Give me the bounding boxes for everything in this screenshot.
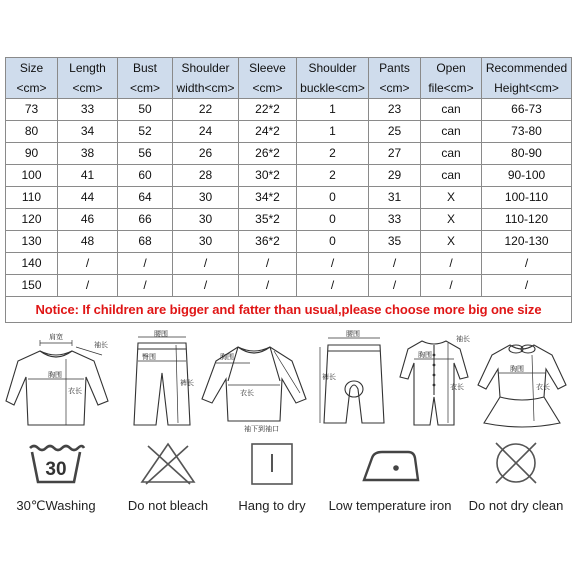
table-cell: 0 <box>297 187 369 209</box>
header-recommended-height <box>482 58 572 99</box>
care-item-low-iron <box>328 440 452 520</box>
pants-sketch <box>128 330 198 433</box>
header-size <box>6 58 58 99</box>
long-sleeve-top-sketch <box>6 333 114 433</box>
crotch-pants-sketch <box>318 330 392 433</box>
label-bust: 胸围 <box>48 371 62 379</box>
table-cell: 34*2 <box>239 187 297 209</box>
label-pants-length: 裤长 <box>322 373 336 381</box>
table-cell: 35*2 <box>239 209 297 231</box>
table-cell: 130 <box>6 231 58 253</box>
table-cell: 68 <box>118 231 173 253</box>
header-unit: buckle<cm> <box>300 81 365 95</box>
label-bust: 胸围 <box>510 365 524 373</box>
table-cell: 27 <box>369 143 421 165</box>
table-row <box>6 231 572 253</box>
table-row <box>6 275 572 297</box>
notice-row <box>6 297 572 323</box>
table-cell: / <box>118 253 173 275</box>
table-cell: / <box>173 275 239 297</box>
table-cell: 41 <box>58 165 118 187</box>
label-waist: 腰围 <box>154 330 168 338</box>
table-cell: X <box>421 209 482 231</box>
table-cell: 100-110 <box>482 187 572 209</box>
header-bust <box>118 58 173 99</box>
header-unit: <cm> <box>252 81 283 95</box>
header-line: Shoulder <box>308 61 357 75</box>
table-cell: 22*2 <box>239 99 297 121</box>
table-cell: 50 <box>118 99 173 121</box>
table-cell: can <box>421 165 482 187</box>
table-cell: can <box>421 143 482 165</box>
table-cell: 33 <box>369 209 421 231</box>
table-cell: can <box>421 121 482 143</box>
table-cell: 110-120 <box>482 209 572 231</box>
table-cell: 73-80 <box>482 121 572 143</box>
table-cell: 52 <box>118 121 173 143</box>
low-iron-icon <box>360 440 420 486</box>
table-cell: 34 <box>58 121 118 143</box>
table-cell: 30 <box>173 209 239 231</box>
table-cell: 33 <box>58 99 118 121</box>
size-chart-table <box>5 57 572 323</box>
care-label-no-dry-clean: Do not dry clean <box>468 498 564 513</box>
table-row <box>6 209 572 231</box>
table-cell: can <box>421 99 482 121</box>
label-hip: 臀围 <box>142 353 156 361</box>
table-header-row <box>6 58 572 99</box>
label-length: 衣长 <box>450 383 464 391</box>
header-unit: width<cm> <box>176 81 235 95</box>
table-cell: 29 <box>369 165 421 187</box>
table-cell: 30 <box>173 231 239 253</box>
table-cell: / <box>118 275 173 297</box>
header-line: Pants <box>379 61 410 75</box>
table-cell: 46 <box>58 209 118 231</box>
table-cell: 80-90 <box>482 143 572 165</box>
table-cell: / <box>421 275 482 297</box>
table-cell: 38 <box>58 143 118 165</box>
table-cell: 30*2 <box>239 165 297 187</box>
care-label-wash: 30℃Washing <box>16 498 96 513</box>
table-cell: 140 <box>6 253 58 275</box>
label-shoulder-width: 肩宽 <box>49 333 63 341</box>
table-cell: / <box>421 253 482 275</box>
table-cell: / <box>173 253 239 275</box>
table-cell: 110 <box>6 187 58 209</box>
care-label-no-bleach: Do not bleach <box>127 498 209 513</box>
table-row <box>6 165 572 187</box>
garment-measurement-sketches <box>0 330 577 433</box>
label-bust: 胸围 <box>418 351 432 359</box>
raglan-top-sketch <box>200 333 310 433</box>
hang-dry-icon <box>242 440 302 486</box>
dress-sketch <box>472 333 572 433</box>
table-cell: / <box>297 253 369 275</box>
header-sleeve <box>239 58 297 99</box>
table-cell: / <box>369 253 421 275</box>
table-cell: 48 <box>58 231 118 253</box>
table-cell: 26 <box>173 143 239 165</box>
care-label-hang-dry: Hang to dry <box>238 498 306 513</box>
table-cell: 35 <box>369 231 421 253</box>
table-cell: 2 <box>297 165 369 187</box>
table-cell: 25 <box>369 121 421 143</box>
label-pants-length: 裤长 <box>180 379 194 387</box>
header-unit: <cm> <box>129 81 160 95</box>
table-cell: / <box>297 275 369 297</box>
table-cell: 73 <box>6 99 58 121</box>
care-label-low-iron: Low temperature iron <box>328 498 452 513</box>
table-cell: / <box>482 253 572 275</box>
table-cell: 30 <box>173 187 239 209</box>
label-length: 衣长 <box>536 383 550 391</box>
header-line: Shoulder <box>181 61 230 75</box>
table-cell: / <box>239 253 297 275</box>
label-sleeve: 袖长 <box>456 335 470 343</box>
table-cell: 90-100 <box>482 165 572 187</box>
table-cell: 28 <box>173 165 239 187</box>
header-line: Recommended <box>485 61 568 75</box>
header-unit: file<cm> <box>428 81 474 95</box>
label-waist: 腰围 <box>346 330 360 338</box>
label-cuff: 袖下到袖口 <box>244 425 279 433</box>
table-cell: / <box>482 275 572 297</box>
header-shoulder-buckle <box>297 58 369 99</box>
table-cell: 100 <box>6 165 58 187</box>
size-notice: Notice: If children are bigger and fatter than usual,please choose more big one size <box>6 297 572 323</box>
no-bleach-icon <box>138 440 198 486</box>
label-sleeve: 袖长 <box>94 341 108 349</box>
header-shoulder-width <box>173 58 239 99</box>
table-cell: 36*2 <box>239 231 297 253</box>
table-cell: 66-73 <box>482 99 572 121</box>
table-cell: X <box>421 187 482 209</box>
table-row <box>6 143 572 165</box>
table-cell: 56 <box>118 143 173 165</box>
table-cell: X <box>421 231 482 253</box>
table-cell: / <box>369 275 421 297</box>
header-line: Sleeve <box>249 61 286 75</box>
size-table-body <box>6 99 572 297</box>
label-bust: 胸围 <box>220 353 234 361</box>
table-cell: / <box>239 275 297 297</box>
table-cell: 2 <box>297 143 369 165</box>
care-item-no-dry-clean <box>466 440 566 520</box>
table-row <box>6 121 572 143</box>
header-line: Bust <box>132 61 157 75</box>
table-cell: 120-130 <box>482 231 572 253</box>
table-cell: 24 <box>173 121 239 143</box>
header-unit: <cm> <box>379 81 410 95</box>
header-unit: <cm> <box>72 81 103 95</box>
wash-temperature: 30 <box>45 459 67 480</box>
label-length: 衣长 <box>240 389 254 397</box>
wash-30-icon <box>26 440 86 486</box>
header-line: Open <box>436 61 466 75</box>
table-row <box>6 99 572 121</box>
care-item-hang-dry <box>222 440 322 520</box>
label-length: 衣长 <box>68 387 82 395</box>
table-cell: 0 <box>297 209 369 231</box>
care-item-wash <box>6 440 106 520</box>
table-cell: 26*2 <box>239 143 297 165</box>
table-cell: / <box>58 253 118 275</box>
table-cell: 120 <box>6 209 58 231</box>
table-cell: 80 <box>6 121 58 143</box>
table-cell: 22 <box>173 99 239 121</box>
table-cell: 31 <box>369 187 421 209</box>
header-line: Size <box>19 61 44 75</box>
table-cell: 24*2 <box>239 121 297 143</box>
table-cell: 0 <box>297 231 369 253</box>
table-cell: 60 <box>118 165 173 187</box>
table-cell: 64 <box>118 187 173 209</box>
table-cell: 1 <box>297 99 369 121</box>
table-cell: 44 <box>58 187 118 209</box>
header-open-file <box>421 58 482 99</box>
romper-sketch <box>398 333 470 433</box>
header-line: Length <box>69 61 106 75</box>
table-row <box>6 187 572 209</box>
header-pants <box>369 58 421 99</box>
table-cell: 1 <box>297 121 369 143</box>
header-unit: <cm> <box>16 81 47 95</box>
header-unit: Height<cm> <box>494 81 559 95</box>
no-dry-clean-icon <box>486 440 546 486</box>
table-cell: 150 <box>6 275 58 297</box>
table-cell: 66 <box>118 209 173 231</box>
table-cell: / <box>58 275 118 297</box>
header-length <box>58 58 118 99</box>
table-row <box>6 253 572 275</box>
table-cell: 90 <box>6 143 58 165</box>
table-cell: 23 <box>369 99 421 121</box>
